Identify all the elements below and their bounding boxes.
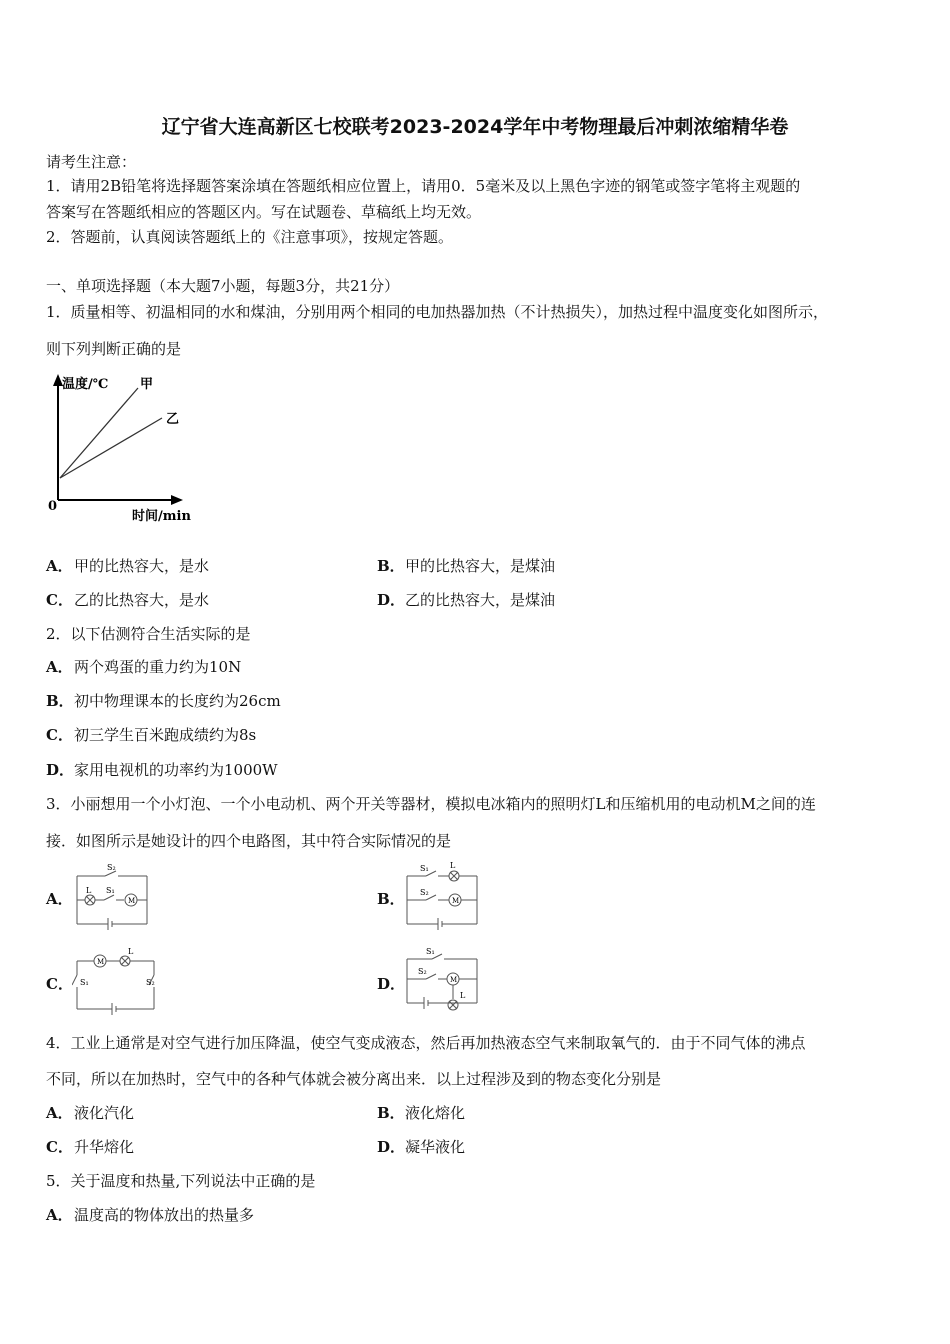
notice-line-1b: 答案写在答题纸相应的答题区内。写在试题卷、草稿纸上均无效。 (46, 203, 482, 221)
q3-stem-b: 接．如图所示是她设计的四个电路图，其中符合实际情况的是 (46, 832, 452, 850)
svg-text:L: L (128, 947, 134, 956)
q5-stem: 5．关于温度和热量,下列说法中正确的是 (46, 1172, 316, 1190)
svg-text:L: L (450, 861, 456, 870)
line-jia (60, 388, 138, 478)
q2-option-a[interactable]: A．两个鸡蛋的重力约为10N (46, 658, 242, 676)
notice-line-1a: 1．请用2B铅笔将选择题答案涂填在答题纸相应位置上，请用0．5毫米及以上黑色字迹的钢笔或签字笔将主观题的 (46, 177, 801, 195)
q2-option-d[interactable]: D．家用电视机的功率约为1000W (46, 761, 278, 779)
graph-origin: 0 (48, 499, 58, 514)
q1-option-c[interactable]: C．乙的比热容大，是水 (46, 591, 210, 609)
svg-text:M: M (97, 958, 105, 966)
svg-text:S₂: S₂ (146, 978, 155, 987)
q2-stem: 2．以下估测符合生活实际的是 (46, 625, 251, 643)
svg-text:S₁: S₁ (426, 947, 435, 956)
svg-text:S₁: S₁ (420, 864, 429, 873)
graph-xlabel: 时间/min (132, 509, 191, 524)
q1-stem-b: 则下列判断正确的是 (46, 340, 182, 358)
q3-option-a[interactable]: A． (46, 890, 73, 908)
svg-text:S₁: S₁ (106, 886, 115, 895)
svg-text:M: M (452, 897, 460, 905)
q4-stem-b: 不同，所以在加热时，空气中的各种气体就会被分离出来．以上过程涉及到的物态变化分别是 (46, 1070, 662, 1088)
page-title: 辽宁省大连高新区七校联考2023-2024学年中考物理最后冲刺浓缩精华卷 (161, 116, 789, 138)
svg-text:S₁: S₁ (80, 978, 89, 987)
svg-text:M: M (128, 897, 136, 905)
svg-text:S₂: S₂ (420, 888, 429, 897)
notice-line-2: 2．答题前，认真阅读答题纸上的《注意事项》，按规定答题。 (46, 228, 454, 246)
line-yi (60, 418, 162, 478)
notice-heading: 请考生注意： (46, 153, 137, 171)
q2-option-c[interactable]: C．初三学生百米跑成绩约为8s (46, 726, 257, 744)
svg-text:S₂: S₂ (418, 967, 427, 976)
q3-stem-a: 3．小丽想用一个小灯泡、一个小电动机、两个开关等器材，模拟电冰箱内的照明灯L和压缩机用的电动机M之间的连 (46, 795, 816, 813)
q4-stem-a: 4．工业上通常是对空气进行加压降温，使空气变成液态，然后再加热液态空气来制取氧气的．由于不同气体的沸点 (46, 1034, 806, 1052)
svg-text:S₂: S₂ (107, 863, 116, 872)
q4-option-d[interactable]: D．凝华液化 (377, 1138, 466, 1156)
section-heading: 一、单项选择题（本大题7小题，每题3分，共21分） (46, 277, 400, 295)
q4-option-c[interactable]: C．升华熔化 (46, 1138, 135, 1156)
q3-circuit-c[interactable] (72, 945, 162, 1015)
svg-text:L: L (86, 886, 92, 895)
q3-option-d[interactable]: D． (377, 975, 406, 993)
svg-text:L: L (460, 991, 466, 1000)
q3-circuit-a[interactable] (72, 860, 152, 930)
q4-option-b[interactable]: B．液化熔化 (377, 1104, 466, 1122)
q1-stem-a: 1．质量相等、初温相同的水和煤油，分别用两个相同的电加热器加热（不计热损失），加热过程中温度变化如图所示， (46, 303, 829, 321)
q4-option-a[interactable]: A．液化汽化 (46, 1104, 135, 1122)
svg-text:M: M (450, 976, 458, 984)
graph-ylabel: 温度/℃ (62, 377, 109, 392)
q1-option-a[interactable]: A．甲的比热容大，是水 (46, 557, 210, 575)
q1-option-d[interactable]: D．乙的比热容大，是煤油 (377, 591, 556, 609)
q3-option-b[interactable]: B． (377, 890, 405, 908)
q1-option-b[interactable]: B．甲的比热容大，是煤油 (377, 557, 556, 575)
q3-circuit-b[interactable] (402, 860, 482, 930)
q1-temperature-graph (40, 368, 210, 528)
graph-label-yi: 乙 (166, 412, 180, 427)
q3-circuit-d[interactable] (402, 943, 482, 1015)
q5-option-a[interactable]: A．温度高的物体放出的热量多 (46, 1206, 255, 1224)
q2-option-b[interactable]: B．初中物理课本的长度约为26cm (46, 692, 281, 710)
q3-option-c[interactable]: C． (46, 975, 73, 993)
graph-label-jia: 甲 (140, 377, 154, 392)
